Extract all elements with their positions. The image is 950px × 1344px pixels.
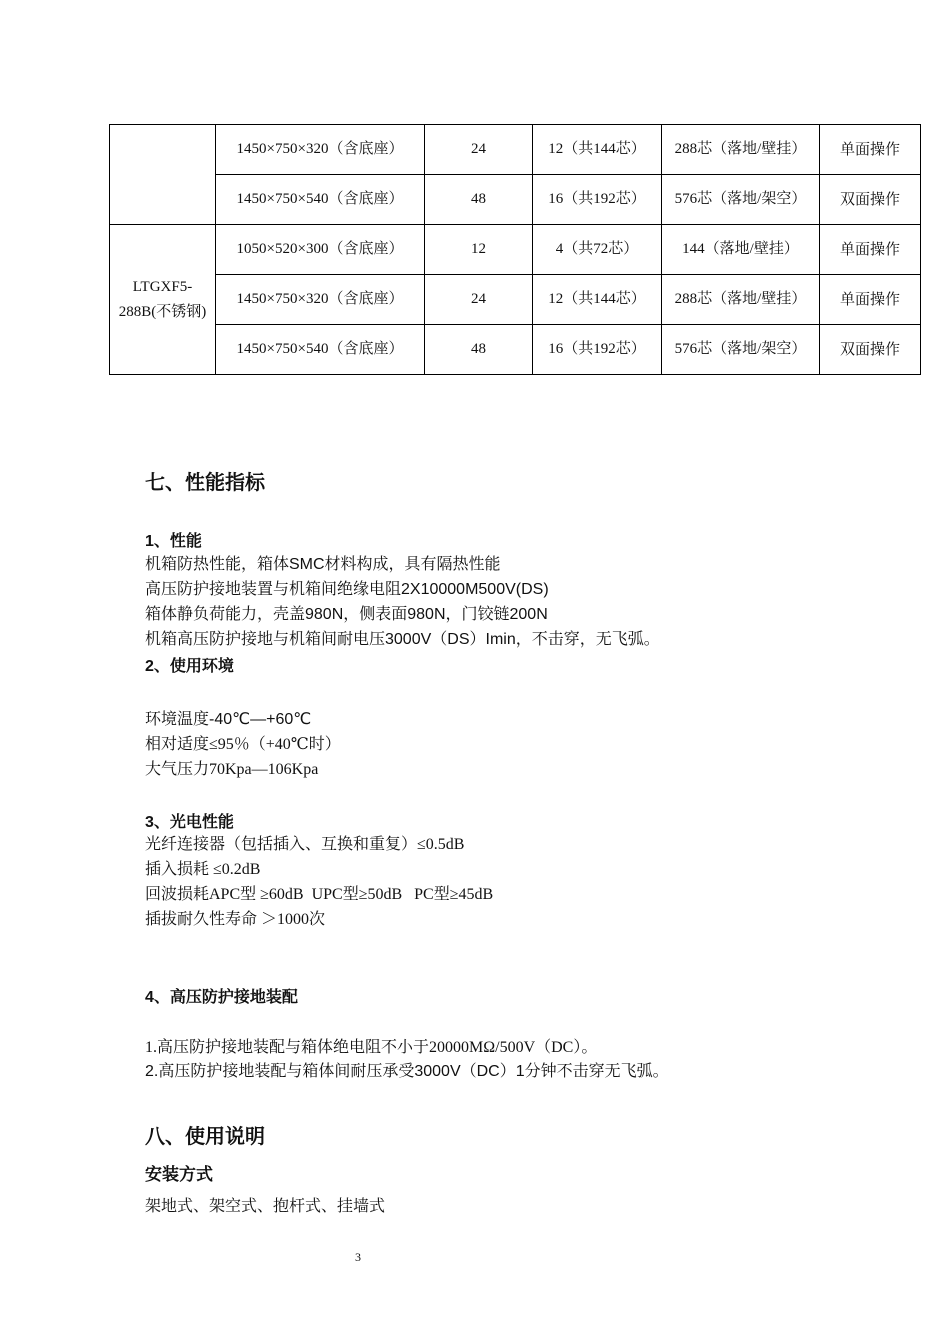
paragraph-line: 环境温度-40℃—+60℃ (145, 711, 312, 728)
table-cell-size: 1050×520×300（含底座） (216, 225, 425, 275)
paragraph-line: 相对适度≤95％（+40℃时） (145, 736, 341, 753)
table-cell: 24 (425, 125, 533, 175)
table-row (110, 325, 921, 375)
table-cell: 576芯（落地/架空） (662, 175, 820, 225)
section-8-title: 八、使用说明 (145, 1126, 265, 1148)
paragraph-line: 大气压力70Kpa—106Kpa (145, 761, 319, 778)
table-cell: 4（共72芯） (533, 225, 662, 275)
paragraph-line: 插拔耐久性寿命 ＞1000次 (145, 911, 326, 928)
subsection-performance-title: 1、性能 (145, 533, 202, 550)
table-row (110, 275, 921, 325)
paragraph-line: 机箱高压防护接地与机箱间耐电压3000V（DS）Imin，不击穿，无飞弧。 (145, 631, 660, 648)
table-cell-model: LTGXF5-288B(不锈钢) (110, 225, 216, 375)
subsection-environment-title: 2、使用环境 (145, 658, 234, 675)
paragraph-line: 1.高压防护接地装配与箱体绝电阻不小于20000MΩ/500V（DC）。 (145, 1039, 598, 1056)
table-cell-size: 1450×750×320（含底座） (216, 125, 425, 175)
subsection-grounding-title: 4、高压防护接地装配 (145, 989, 298, 1006)
paragraph-line: 插入损耗 ≤0.2dB (145, 861, 261, 878)
subsection-optical-title: 3、光电性能 (145, 814, 234, 831)
table-cell: 16（共192芯） (533, 325, 662, 375)
table-cell-model-empty (110, 125, 216, 225)
paragraph-line: 箱体静负荷能力，壳盖980N，侧表面980N，门铰链200N (145, 606, 548, 623)
table-cell-size: 1450×750×540（含底座） (216, 175, 425, 225)
paragraph-line: 机箱防热性能，箱体SMC材料构成，具有隔热性能 (145, 556, 501, 573)
table-cell: 288芯（落地/壁挂） (662, 275, 820, 325)
table-cell: 12 (425, 225, 533, 275)
paragraph-line: 架地式、架空式、抱杆式、挂墙式 (145, 1198, 386, 1215)
table-cell-operation: 单面操作 (820, 125, 921, 175)
table-cell: 12（共144芯） (533, 275, 662, 325)
paragraph-line: 光纤连接器（包括插入、互换和重复）≤0.5dB (145, 836, 465, 853)
table-row (110, 175, 921, 225)
table-cell: 24 (425, 275, 533, 325)
table-cell: 48 (425, 325, 533, 375)
table-cell: 144（落地/壁挂） (662, 225, 820, 275)
table-cell-operation: 双面操作 (820, 325, 921, 375)
table-cell-operation: 单面操作 (820, 225, 921, 275)
table-cell: 16（共192芯） (533, 175, 662, 225)
table-row (110, 125, 921, 175)
paragraph-line: 高压防护接地装置与机箱间绝缘电阻2X10000M500V(DS) (145, 581, 549, 598)
subsection-installation-title: 安装方式 (145, 1165, 213, 1184)
table-cell: 12（共144芯） (533, 125, 662, 175)
section-7-title: 七、性能指标 (145, 472, 265, 494)
table-cell-size: 1450×750×320（含底座） (216, 275, 425, 325)
page-number: 3 (355, 1250, 361, 1264)
table-cell-operation: 单面操作 (820, 275, 921, 325)
table-cell-operation: 双面操作 (820, 175, 921, 225)
spec-table (109, 124, 921, 375)
paragraph-line: 2.高压防护接地装配与箱体间耐压承受3000V（DC）1分钟不击穿无飞弧。 (145, 1063, 669, 1080)
table-row (110, 225, 921, 275)
table-cell-size: 1450×750×540（含底座） (216, 325, 425, 375)
table-cell: 576芯（落地/架空） (662, 325, 820, 375)
table-cell: 288芯（落地/壁挂） (662, 125, 820, 175)
paragraph-line: 回波损耗APC型 ≥60dB UPC型≥50dB PC型≥45dB (145, 886, 494, 903)
table-cell: 48 (425, 175, 533, 225)
